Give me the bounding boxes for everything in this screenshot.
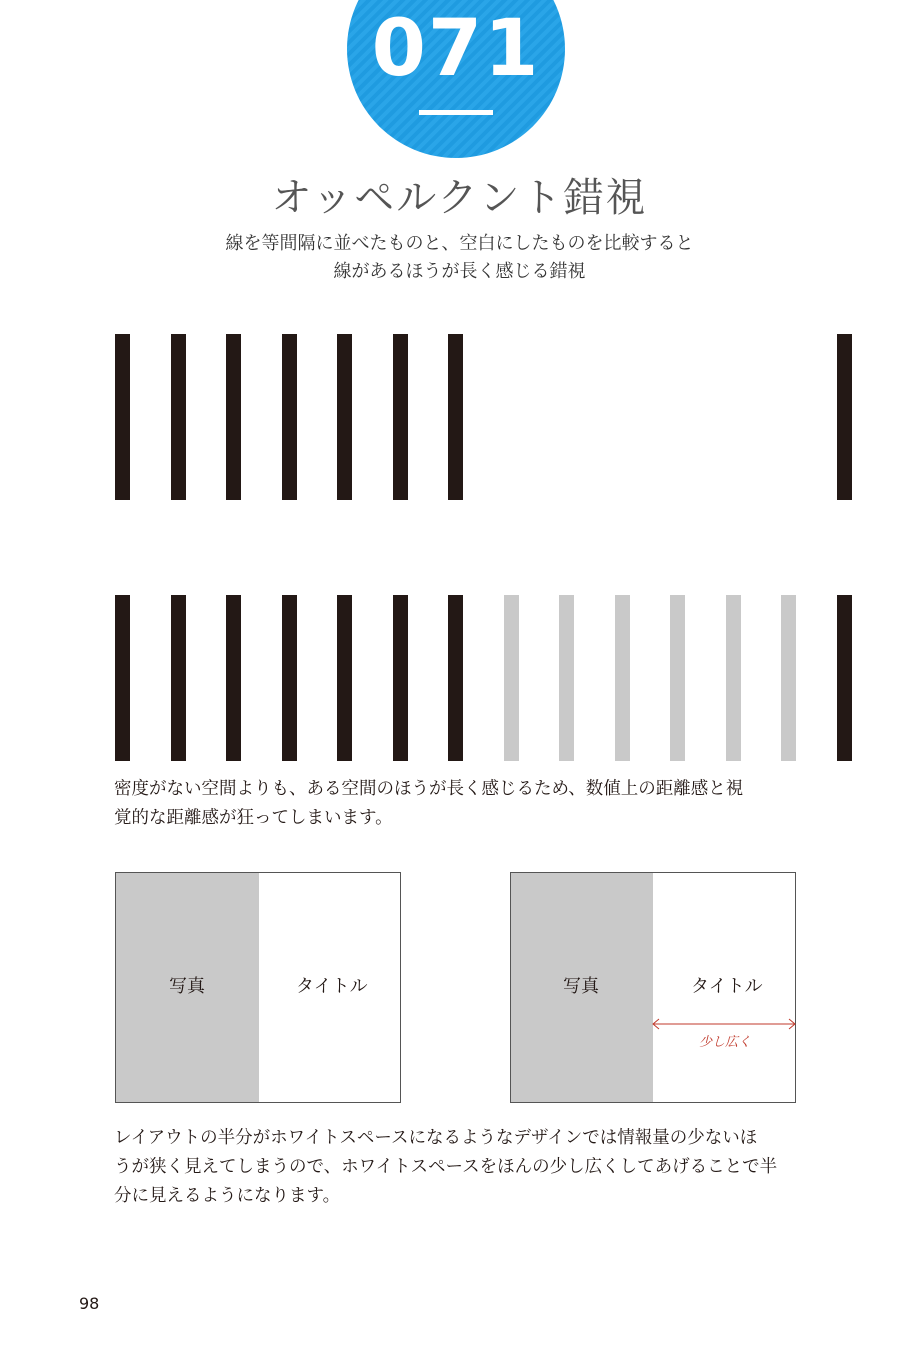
dark-line xyxy=(837,334,852,500)
photo-area xyxy=(116,873,259,1102)
page-subtitle xyxy=(0,230,919,286)
light-line xyxy=(726,595,741,761)
width-arrow-icon xyxy=(652,1018,796,1030)
dark-line xyxy=(171,334,186,500)
paragraph-2-line-3: 分に見えるようになります。 xyxy=(114,1186,341,1206)
section-number-badge xyxy=(347,0,565,158)
badge-underline xyxy=(419,110,493,115)
dark-line xyxy=(448,334,463,500)
layout-example-adjusted xyxy=(510,872,796,1103)
paragraph-2-line-2: うが狭く見えてしまうので、ホワイトスペースをほんの少し広くしてあげることで半 xyxy=(114,1157,778,1177)
paragraph-2 xyxy=(114,1124,804,1211)
dark-line xyxy=(282,334,297,500)
title-label: タイトル xyxy=(691,976,763,997)
layout-example-half xyxy=(115,872,401,1103)
dark-line xyxy=(115,334,130,500)
page-title: オッペルクント錯視 xyxy=(271,175,648,221)
dark-line xyxy=(282,595,297,761)
light-line xyxy=(559,595,574,761)
photo-label: 写真 xyxy=(563,976,599,997)
dark-line xyxy=(226,595,241,761)
subtitle-line-1: 線を等間隔に並べたものと、空白にしたものを比較すると xyxy=(225,233,694,254)
dark-line xyxy=(448,595,463,761)
paragraph-1-line-2: 覚的な距離感が狂ってしまいます。 xyxy=(114,808,393,828)
light-line xyxy=(504,595,519,761)
light-line xyxy=(615,595,630,761)
paragraph-1 xyxy=(114,775,804,833)
dark-line xyxy=(393,595,408,761)
dark-line xyxy=(337,595,352,761)
photo-label: 写真 xyxy=(169,976,205,997)
arrow-label: 少し広く xyxy=(699,1035,752,1050)
light-line xyxy=(670,595,685,761)
page-number: 98 xyxy=(79,1294,100,1313)
dark-line xyxy=(115,595,130,761)
dark-line xyxy=(171,595,186,761)
dark-line xyxy=(393,334,408,500)
photo-area xyxy=(511,873,653,1102)
section-number: 071 xyxy=(371,4,541,94)
dark-line xyxy=(226,334,241,500)
subtitle-line-2: 線があるほうが長く感じる錯視 xyxy=(333,261,586,282)
title-label: タイトル xyxy=(296,976,368,997)
dark-line xyxy=(837,595,852,761)
paragraph-1-line-1: 密度がない空間よりも、ある空間のほうが長く感じるため、数値上の距離感と視 xyxy=(114,779,744,799)
light-line xyxy=(781,595,796,761)
paragraph-2-line-1: レイアウトの半分がホワイトスペースになるようなデザインでは情報量の少ないほ xyxy=(114,1128,758,1148)
dark-line xyxy=(337,334,352,500)
